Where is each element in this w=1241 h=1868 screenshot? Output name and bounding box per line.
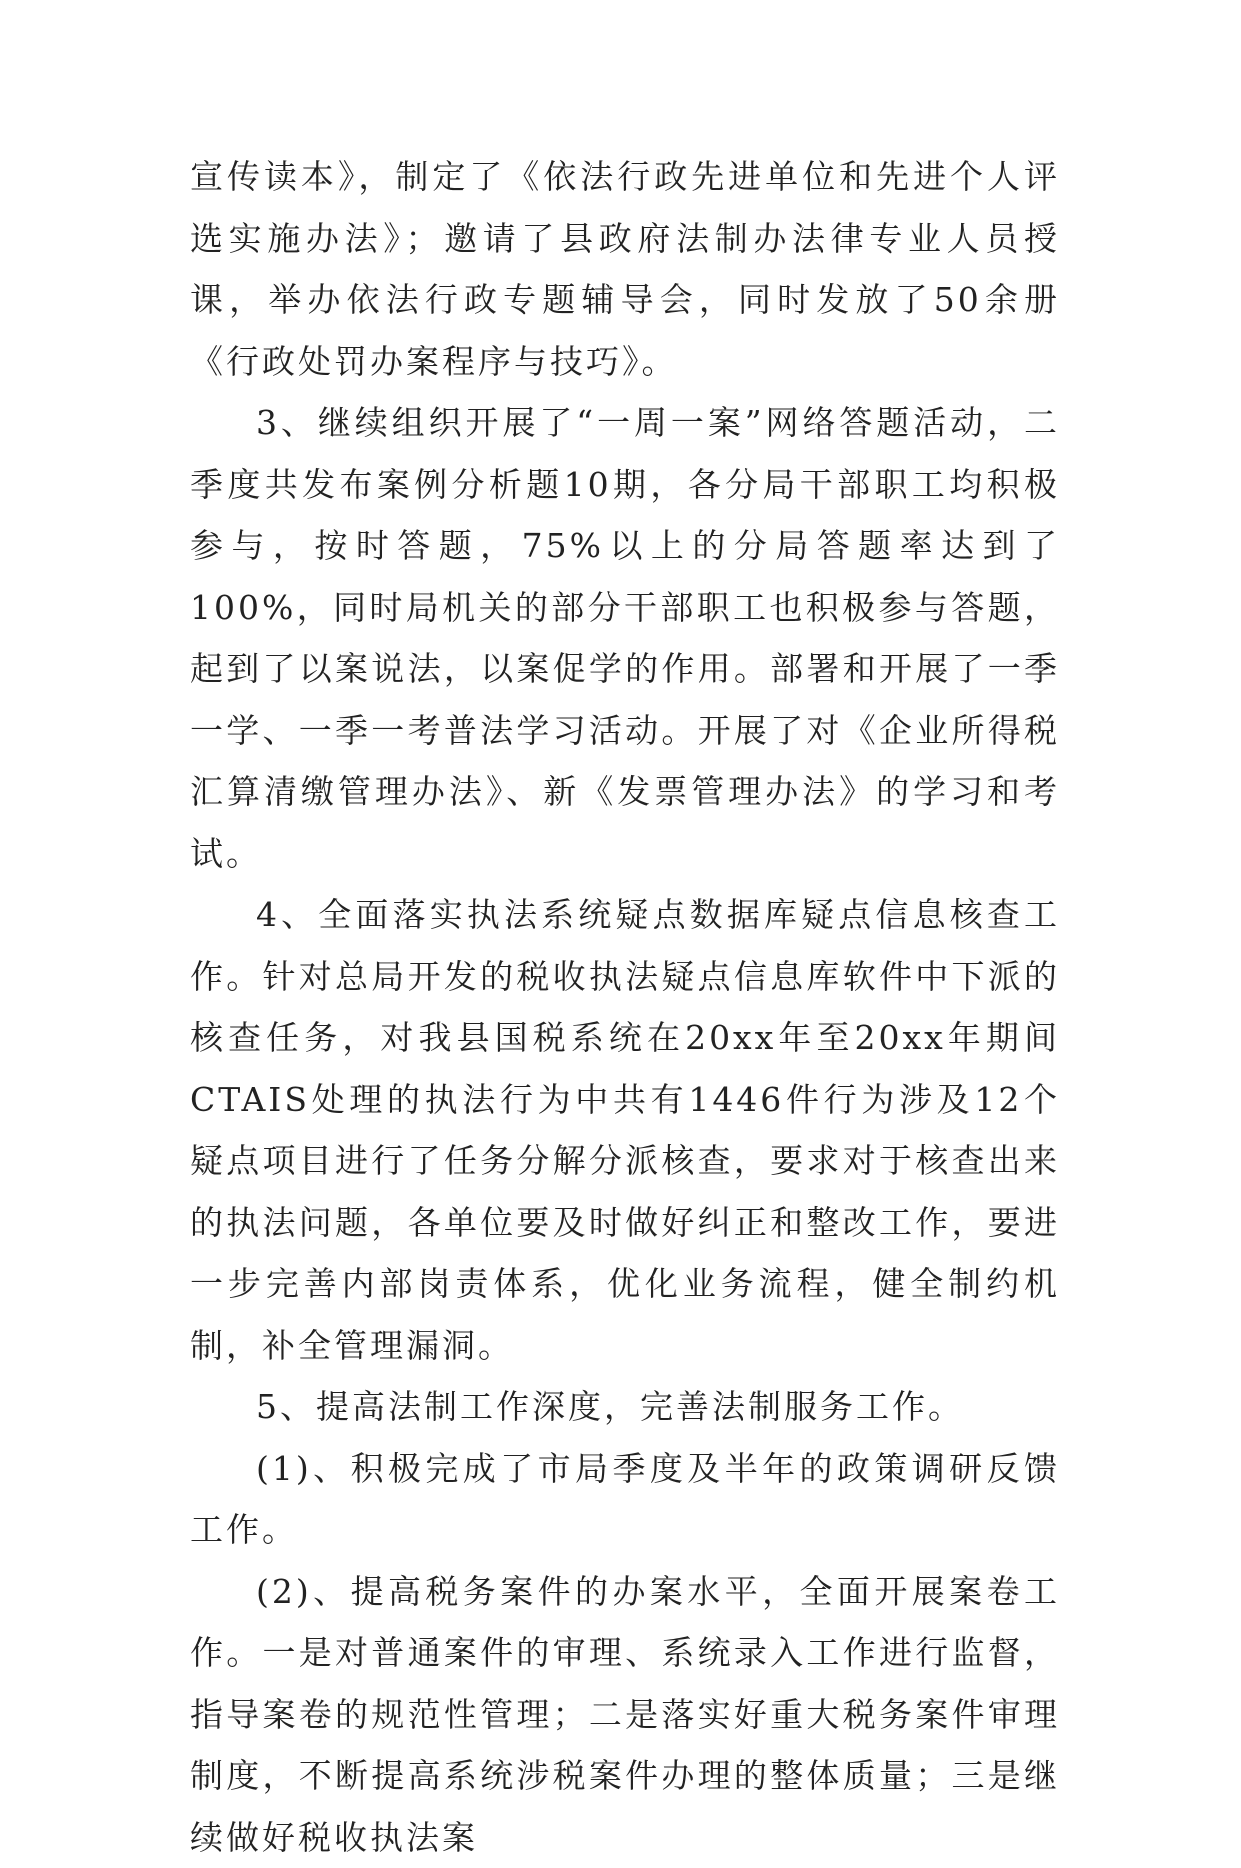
paragraph-intro-continuation: 宣传读本》，制定了《依法行政先进单位和先进个人评选实施办法》；邀请了县政府法制办法律专业人员授课，举办依法行政专题辅导会，同时发放了50余册《行政处罚办案程序与技巧》。 xyxy=(190,146,1060,392)
paragraph-subitem-2: (2)、提高税务案件的办案水平，全面开展案卷工作。一是对普通案件的审理、系统录入工作进行监督，指导案卷的规范性管理；二是落实好重大税务案件审理制度，不断提高系统涉税案件办理的整体质量；三是继续做好税收执法案 xyxy=(190,1561,1060,1868)
paragraph-subitem-1: (1)、积极完成了市局季度及半年的政策调研反馈工作。 xyxy=(190,1438,1060,1561)
paragraph-item-5: 5、提高法制工作深度，完善法制服务工作。 xyxy=(190,1376,1060,1438)
paragraph-item-3: 3、继续组织开展了“一周一案”网络答题活动，二季度共发布案例分析题10期，各分局干部职工均积极参与，按时答题，75%以上的分局答题率达到了100%，同时局机关的部分干部职工也积极参与答题，起到了以案说法，以案促学的作用。部署和开展了一季一学、一季一考普法学习活动。开展了对《企业所得税汇算清缴管理办法》、新《发票管理办法》的学习和考试。 xyxy=(190,392,1060,884)
document-body xyxy=(190,146,1060,1868)
paragraph-item-4: 4、全面落实执法系统疑点数据库疑点信息核查工作。针对总局开发的税收执法疑点信息库软件中下派的核查任务，对我县国税系统在20xx年至20xx年期间CTAIS处理的执法行为中共有1446件行为涉及12个疑点项目进行了任务分解分派核查，要求对于核查出来的执法问题，各单位要及时做好纠正和整改工作，要进一步完善内部岗责体系，优化业务流程，健全制约机制，补全管理漏洞。 xyxy=(190,884,1060,1376)
